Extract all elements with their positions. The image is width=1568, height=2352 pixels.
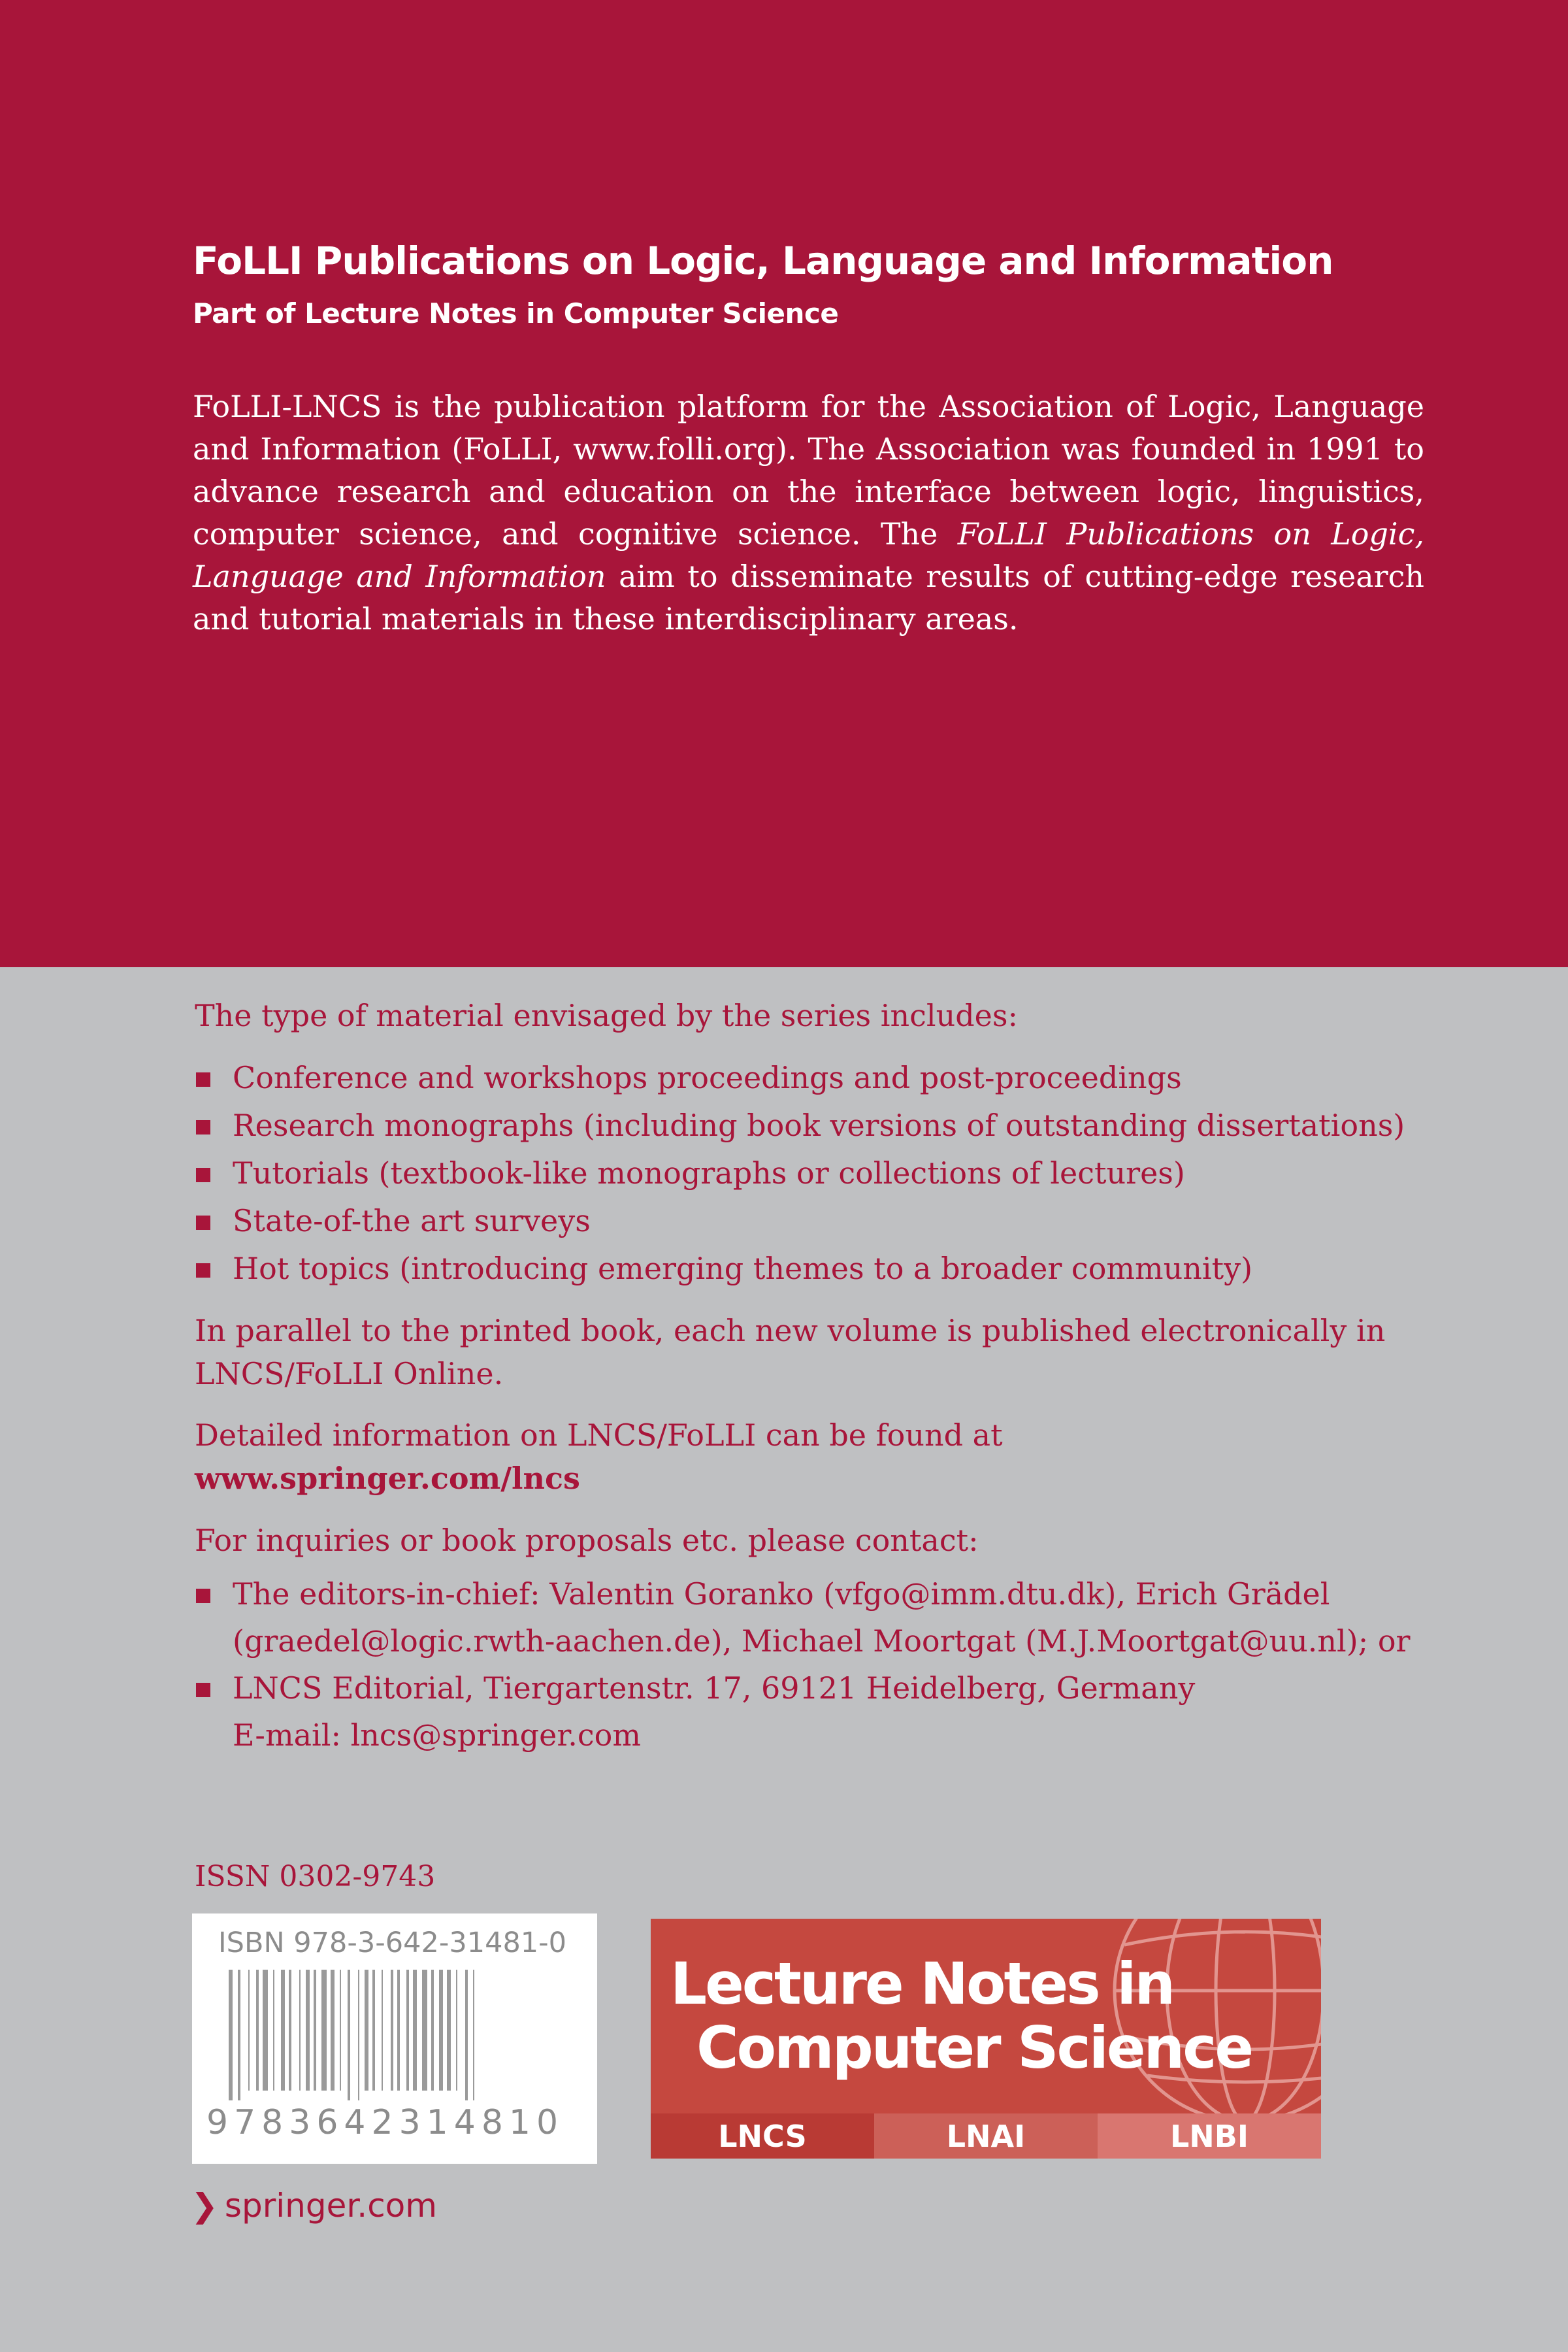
bullet-square-icon	[196, 1072, 210, 1087]
intro-paragraph	[193, 386, 1424, 640]
springer-site: springer.com	[224, 2187, 437, 2225]
bullet-square-icon	[196, 1683, 210, 1697]
issn: ISSN 0302-9743	[195, 1860, 436, 1893]
lncs-logo	[651, 1919, 1321, 2159]
list-item	[195, 1054, 1436, 1102]
barcode-digits: 9783642314810	[206, 2103, 564, 2142]
bullet-square-icon	[196, 1263, 210, 1278]
tab-lnai: LNAI	[874, 2113, 1098, 2159]
list-item-text: State-of-the art surveys	[233, 1203, 591, 1238]
barcode	[192, 1913, 597, 2164]
list-item-text: The editors-in-chief: Valentin Goranko (vfgo@imm.dtu.dk), Erich Grädel (graedel@logic.rwth-aachen.de), Michael Moortgat (M.J.Moortgat@uu.nl); or	[233, 1576, 1411, 1659]
bullet-square-icon	[196, 1589, 210, 1603]
list-item	[195, 1150, 1436, 1197]
logo-tabs	[651, 2113, 1321, 2159]
contact-lead: For inquiries or book proposals etc. please contact:	[195, 1523, 979, 1558]
logo-line-2: Computer Science	[696, 2014, 1252, 2081]
barcode-bars	[229, 1970, 561, 2100]
material-list	[195, 1054, 1436, 1293]
list-item-text: Tutorials (textbook-like monographs or collections of lectures)	[233, 1155, 1185, 1191]
list-item	[195, 1102, 1436, 1150]
detailed-text: Detailed information on LNCS/FoLLI can be found at	[195, 1417, 1003, 1453]
top-panel	[0, 0, 1568, 967]
contact-list	[195, 1570, 1436, 1759]
isbn-text: ISBN 978-3-642-31481-0	[218, 1927, 567, 1959]
lncs-url-link[interactable]: www.springer.com/lncs	[195, 1461, 580, 1496]
bullet-square-icon	[196, 1216, 210, 1230]
list-item	[195, 1197, 1436, 1245]
series-title: FoLLI Publications on Logic, Language and Information	[193, 239, 1333, 283]
list-item	[195, 1570, 1436, 1665]
list-item	[195, 1245, 1436, 1293]
list-item	[195, 1665, 1436, 1759]
bullet-square-icon	[196, 1168, 210, 1182]
logo-line-1: Lecture Notes in	[670, 1950, 1174, 2017]
list-item-text: Conference and workshops proceedings and post-proceedings	[233, 1060, 1182, 1095]
detailed-paragraph	[195, 1414, 1436, 1500]
series-subtitle: Part of Lecture Notes in Computer Science	[193, 297, 839, 329]
intro-series-name: FoLLI Publications on Logic, Language and Information	[193, 516, 1425, 594]
chevron-right-icon: ❯	[191, 2187, 218, 2225]
bullet-square-icon	[196, 1120, 210, 1135]
list-item-text: LNCS Editorial, Tiergartenstr. 17, 69121 Heidelberg, Germany	[233, 1670, 1196, 1706]
tab-lnbi: LNBI	[1098, 2113, 1321, 2159]
contact-email: E-mail: lncs@springer.com	[233, 1717, 641, 1753]
intro-text-b: aim to disseminate results of cutting-edge research and tutorial materials in these interdisciplinary areas.	[193, 559, 1425, 637]
intro-text-a: FoLLI-LNCS is the publication platform for the Association of Logic, Language and Information (FoLLI, www.folli.org). The Association was founded in 1991 to advance research and education on the interface between logic, linguistics, computer science, and cognitive science. The	[193, 389, 1424, 552]
list-item-text: Hot topics (introducing emerging themes to a broader community)	[233, 1251, 1253, 1286]
list-item-text: Research monographs (including book versions of outstanding dissertations)	[233, 1108, 1405, 1143]
tab-lncs: LNCS	[651, 2113, 874, 2159]
springer-link[interactable]	[191, 2187, 437, 2225]
material-lead: The type of material envisaged by the series includes:	[195, 998, 1018, 1033]
parallel-paragraph: In parallel to the printed book, each new volume is published electronically in LNCS/FoLLI Online.	[195, 1313, 1386, 1391]
